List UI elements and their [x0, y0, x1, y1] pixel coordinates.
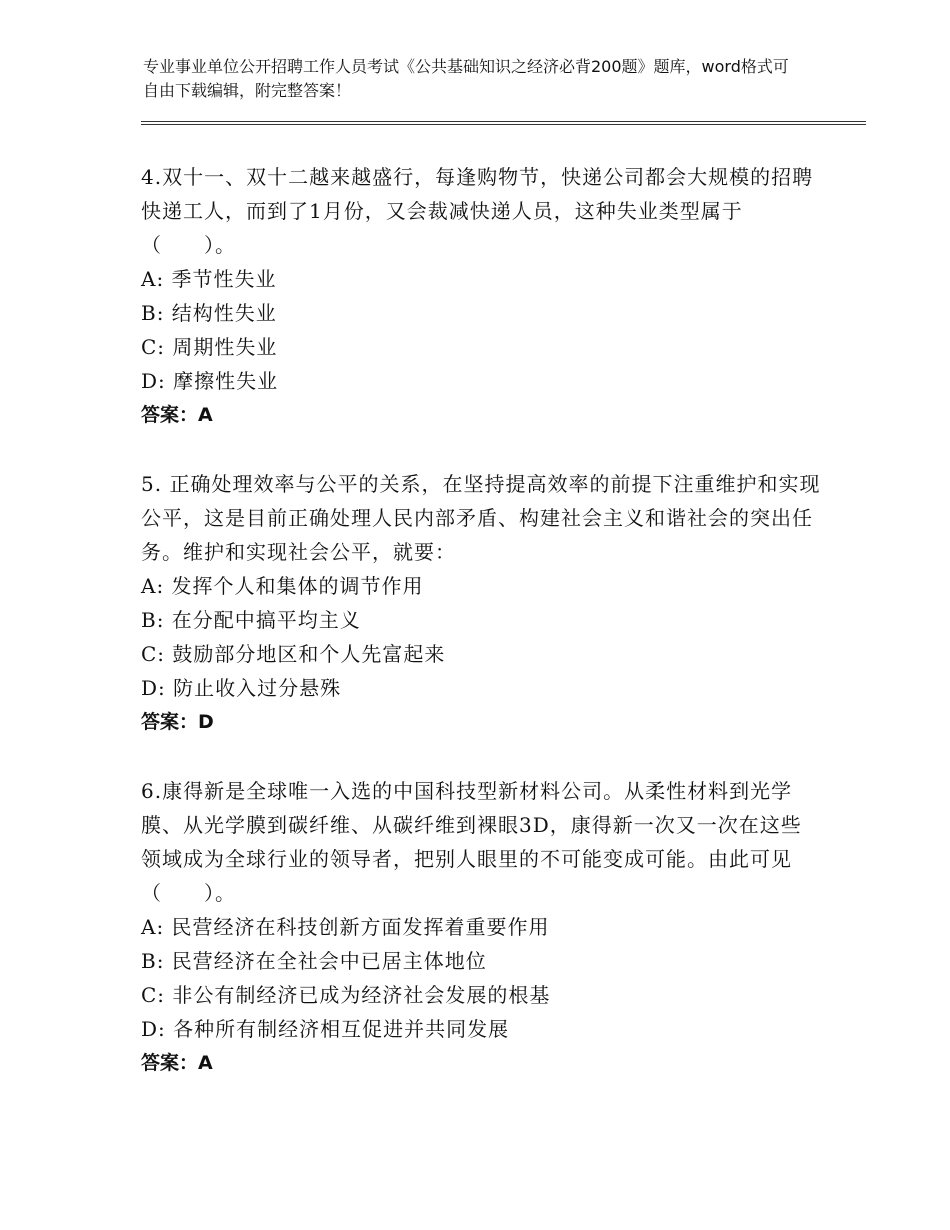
option-d: D: 摩擦性失业 — [141, 369, 279, 393]
answer-label: 答案：D — [141, 711, 214, 733]
option-c: C: 非公有制经济已成为经济社会发展的根基 — [141, 983, 551, 1007]
option-c: C: 鼓励部分地区和个人先富起来 — [141, 642, 446, 666]
option-d: D: 各种所有制经济相互促进并共同发展 — [141, 1017, 510, 1041]
option-b: B: 结构性失业 — [141, 301, 277, 325]
option-a: A: 季节性失业 — [141, 267, 277, 291]
question-5 — [141, 467, 821, 739]
option-a: A: 民营经济在科技创新方面发挥着重要作用 — [141, 915, 550, 939]
header-divider — [141, 121, 866, 125]
answer-label: 答案：A — [141, 404, 213, 426]
question-text: 5. 正确处理效率与公平的关系，在坚持提高效率的前提下注重维护和实现公平，这是目前正确处理人民内部矛盾、构建社会主义和谐社会的突出任务。维护和实现社会公平，就要： — [141, 472, 821, 564]
option-b: B: 民营经济在全社会中已居主体地位 — [141, 949, 487, 973]
question-4 — [141, 160, 821, 432]
header-title: 专业事业单位公开招聘工作人员考试《公共基础知识之经济必背200题》题库，word格式可自由下载编辑，附完整答案！ — [143, 57, 789, 100]
question-6 — [141, 774, 821, 1080]
option-b: B: 在分配中搞平均主义 — [141, 608, 361, 632]
option-c: C: 周期性失业 — [141, 335, 278, 359]
option-d: D: 防止收入过分悬殊 — [141, 676, 342, 700]
question-text: 6.康得新是全球唯一入选的中国科技型新材料公司。从柔性材料到光学膜、从光学膜到碳纤维、从碳纤维到裸眼3D，康得新一次又一次在这些领域成为全球行业的领导者，把别人眼里的不可能变成可能。由此可见（ ）。 — [141, 779, 802, 905]
option-a: A: 发挥个人和集体的调节作用 — [141, 574, 424, 598]
question-text: 4.双十一、双十二越来越盛行，每逢购物节，快递公司都会大规模的招聘快递工人，而到了1月份，又会裁减快递人员，这种失业类型属于（ ）。 — [141, 165, 814, 257]
answer-label: 答案：A — [141, 1052, 213, 1074]
document-header — [143, 55, 803, 103]
